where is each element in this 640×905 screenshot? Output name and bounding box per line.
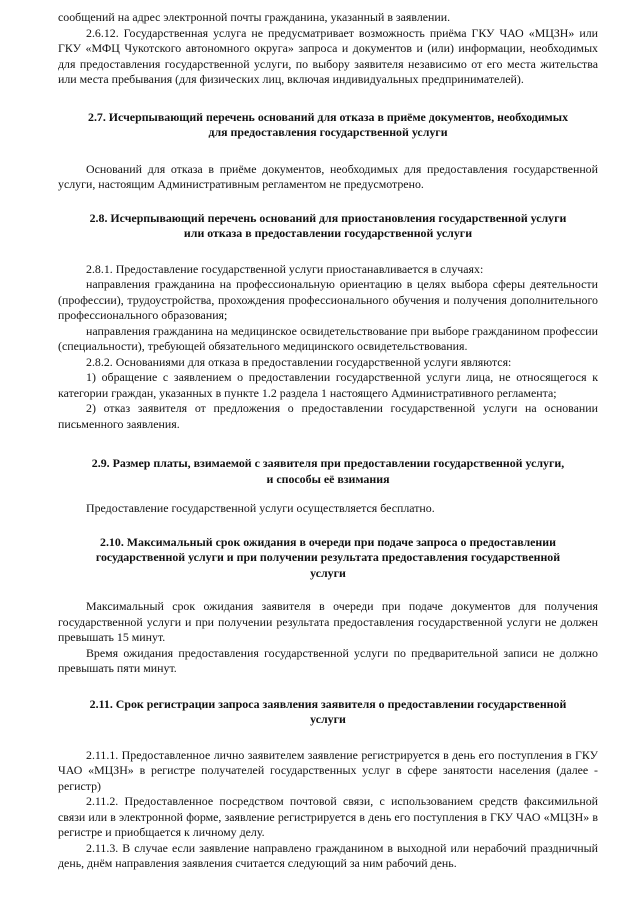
paragraph-2-6-12: 2.6.12. Государственная услуга не предусматривает возможность приёма ГКУ ЧАО «МЦЗН» или ГКУ «МФЦ Чукотского автономного округа» запроса и документов и (или) информации, необходимых для предоставления государственной услуги, по выбору заявителя независимо от его места жительства или места пребывания (для физических лиц, включая индивидуальных предпринимателей). [58, 25, 598, 86]
paragraph: Максимальный срок ожидания заявителя в очереди при подаче документов для получения государственной услуги и при получении результата предоставления государственной услуги не должен превышать 15 минут. [58, 599, 598, 644]
section-2-11 [58, 697, 598, 872]
list-item: 2) отказ заявителя от предложения о предоставлении государственной услуги на основании письменного заявления. [58, 401, 598, 431]
paragraph: Время ожидания предоставления государственной услуги по предварительной записи не должно превышать пяти минут. [58, 645, 598, 675]
paragraph-2-8-1: 2.8.1. Предоставление государственной услуги приостанавливается в случаях: [86, 261, 484, 276]
paragraph: Предоставление государственной услуги осуществляется бесплатно. [86, 501, 435, 515]
section-heading-2-9: 2.9. Размер платы, взимаемой с заявителя при предоставлении государственной услуги, и способы её взимания [91, 456, 565, 486]
section-2-10 [58, 535, 598, 677]
paragraph: Оснований для отказа в приёме документов, необходимых для предоставления государственной услуги, настоящим Административным регламентом не предусмотрено. [58, 161, 598, 191]
paragraph-2-8-2: 2.8.2. Основаниями для отказа в предоставлении государственной услуги являются: [86, 354, 512, 369]
section-2-9 [58, 456, 598, 517]
paragraph: направления гражданина на медицинское освидетельствование при выборе гражданином профессии (специальности), требующей обязательного медицинского освидетельствования. [58, 323, 598, 353]
paragraph-2-11-2: 2.11.2. Предоставленное посредством почтовой связи, с использованием средств факсимильной связи или в электронной форме, заявление регистрируется в день его поступления в ГКУ ЧАО «МЦЗН» в регистре и приобщается к личному делу. [58, 794, 598, 839]
paragraph-2-11-3: 2.11.3. В случае если заявление направлено гражданином в выходной или нерабочий праздничный день, днём направления заявления считается следующий за ним рабочий день. [58, 840, 598, 870]
section-heading-2-11: 2.11. Срок регистрации запроса заявления заявителя о предоставлении государственной услуги [89, 696, 567, 726]
section-heading-2-8: 2.8. Исчерпывающий перечень оснований для приостановления государственной услуги или отказа в предоставлении государственной услуги [89, 210, 567, 240]
section-heading-2-7: 2.7. Исчерпывающий перечень оснований для отказа в приёме документов, необходимых для предоставления государственной услуги [88, 109, 569, 139]
paragraph: сообщений на адрес электронной почты гражданина, указанный в заявлении. [58, 10, 451, 24]
section-2-7 [58, 110, 598, 193]
paragraph: направления гражданина на профессиональную ориентацию в целях выбора сферы деятельности (профессии), трудоустройства, прохождения профессионального обучения и получения дополнительного профессионального образования; [58, 277, 598, 322]
section-heading-2-10: 2.10. Максимальный срок ожидания в очереди при подаче запроса о предоставлении государственной услуги и при получении результата предоставления государственной услуги [95, 534, 561, 580]
section-2-8 [58, 211, 598, 433]
paragraph-2-11-1: 2.11.1. Предоставленное лично заявителем заявление регистрируется в день его поступления в ГКУ ЧАО «МЦЗН» в регистре получателей государственных услуг в сфере занятости населения (далее - регистр) [58, 747, 598, 793]
list-item: 1) обращение с заявлением о предоставлении государственной услуги лица, не относящегося к категории граждан, указанных в пункте 1.2 раздела 1 настоящего Административного регламента; [58, 370, 598, 400]
section-intro [58, 10, 598, 88]
